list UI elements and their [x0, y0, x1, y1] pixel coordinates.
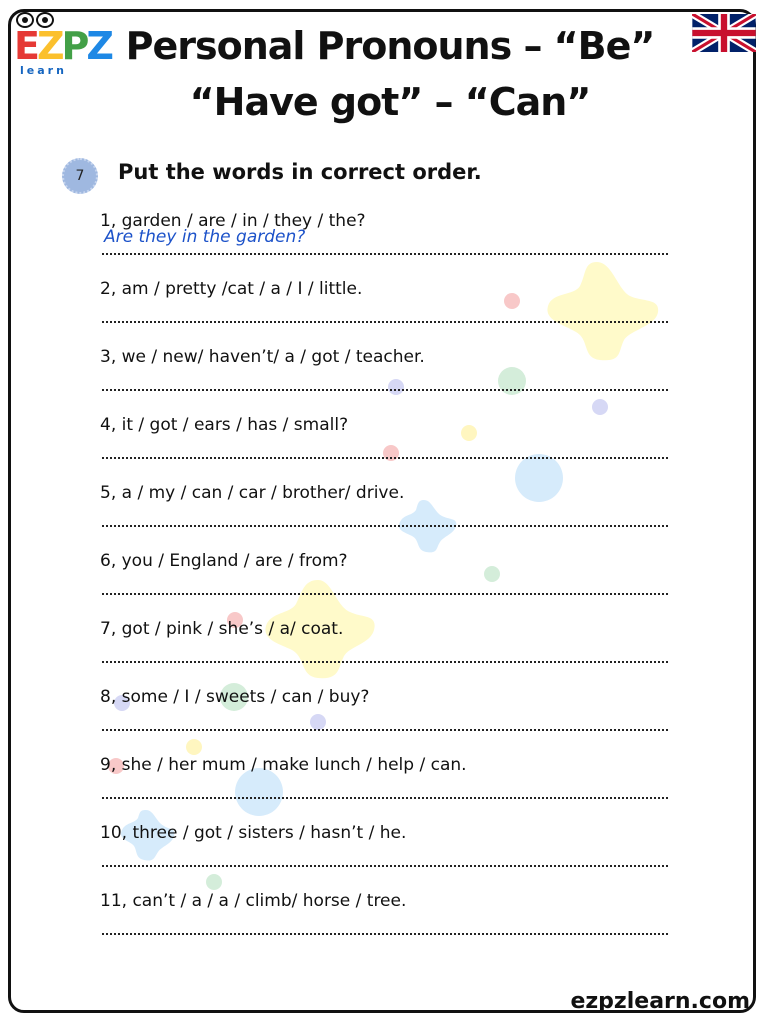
exercise-item [100, 483, 670, 503]
exercise-number-badge [62, 158, 98, 194]
item-question: 2, am / pretty /cat / a / I / little. [100, 279, 363, 299]
exercise-item [100, 619, 670, 639]
logo-letter: Z [86, 24, 111, 68]
exercise-item [100, 415, 670, 435]
decor-dot [235, 768, 283, 816]
exercise-item [100, 823, 670, 843]
decor-dot [186, 739, 202, 755]
item-question: 5, a / my / can / car / brother/ drive. [100, 483, 405, 503]
answer-line[interactable] [102, 797, 668, 799]
logo-letter: P [61, 24, 87, 68]
footer-site: ezpzlearn.com [570, 989, 750, 1014]
item-question: 10, three / got / sisters / hasn’t / he. [100, 823, 407, 843]
answer-line[interactable] [102, 865, 668, 867]
exercise-number: 7 [75, 168, 85, 184]
answer-line[interactable] [102, 457, 668, 459]
exercise-item [100, 211, 670, 247]
item-question: 7, got / pink / she’s / a/ coat. [100, 619, 344, 639]
decor-dot [388, 379, 404, 395]
answer-line[interactable] [102, 661, 668, 663]
yellow-star-shape [547, 262, 658, 360]
item-question: 8, some / I / sweets / can / buy? [100, 687, 370, 707]
exercise-item [100, 347, 670, 367]
exercise-item [100, 755, 670, 775]
answer-line[interactable] [102, 933, 668, 935]
exercise-item [100, 551, 670, 571]
item-question: 9, she / her mum / make lunch / help / can. [100, 755, 467, 775]
exercise-instruction: Put the words in correct order. [118, 160, 482, 184]
exercise-item [100, 891, 670, 911]
answer-line[interactable] [102, 253, 668, 255]
answer-line[interactable] [102, 389, 668, 391]
decor-dot [206, 874, 222, 890]
logo-subtitle: learn [20, 64, 67, 77]
answer-line[interactable] [102, 593, 668, 595]
exercise-item [100, 687, 670, 707]
exercise-item [100, 279, 670, 299]
decor-dot [310, 714, 326, 730]
item-question: 4, it / got / ears / has / small? [100, 415, 349, 435]
answer-line[interactable] [102, 321, 668, 323]
item-question: 6, you / England / are / from? [100, 551, 348, 571]
title-line-1: Personal Pronouns – “Be” [125, 24, 655, 68]
item-question: 11, can’t / a / a / climb/ horse / tree. [100, 891, 407, 911]
item-answer: Are they in the garden? [104, 227, 306, 247]
decor-dot [592, 399, 608, 415]
answer-line[interactable] [102, 525, 668, 527]
title-line-2: “Have got” – “Can” [189, 80, 591, 124]
item-question: 3, we / new/ haven’t/ a / got / teacher. [100, 347, 425, 367]
logo-letter: E [14, 24, 37, 68]
answer-line[interactable] [102, 729, 668, 731]
item-question: 1, garden / are / in / they / the? [100, 211, 366, 231]
logo-letter: Z [36, 24, 62, 68]
